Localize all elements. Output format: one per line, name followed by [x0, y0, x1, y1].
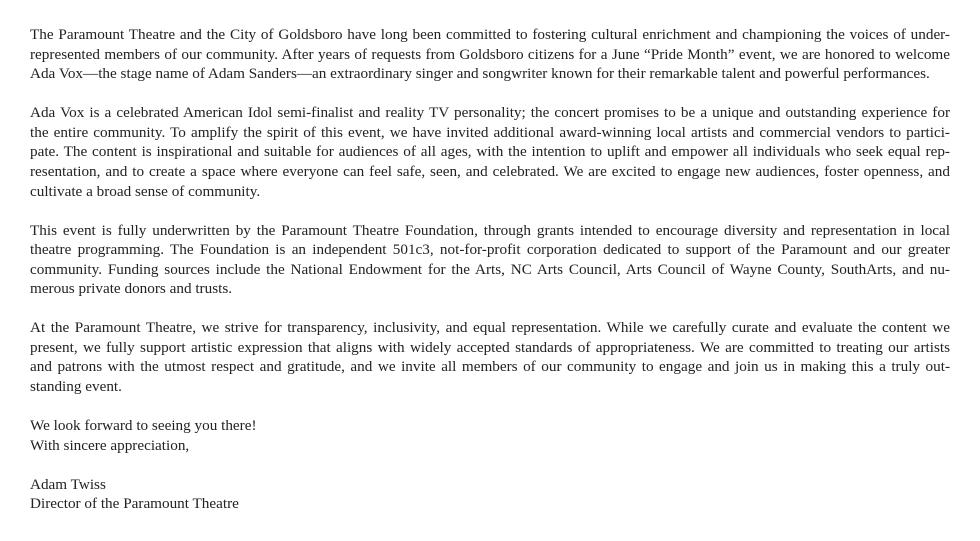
- text-line: the entire community. To amplify the spirit of this event, we have invited additional award-winning local artists and commercial vendors to partici-: [30, 123, 950, 141]
- text-line: At the Paramount Theatre, we strive for transparency, inclusivity, and equal representation. While we carefully curate and evaluate the content we: [30, 319, 950, 337]
- paragraph-transparency: [30, 318, 950, 396]
- paragraph-funding: [30, 221, 950, 299]
- text-line: standing event.: [30, 378, 122, 396]
- letter-body: [30, 25, 950, 514]
- text-line: Ada Vox is a celebrated American Idol semi-finalist and reality TV personality; the concert promises to be a unique and outstanding experience for: [30, 104, 950, 122]
- text-line: The Paramount Theatre and the City of Goldsboro have long been committed to fostering cultural enrichment and championing the voices of under-: [30, 26, 950, 43]
- text-line: community. Funding sources include the National Endowment for the Arts, NC Arts Council, Arts Council of Wayne County, SouthArts, and nu-: [30, 260, 950, 278]
- text-line: resentation, and to create a space where everyone can feel safe, seen, and celebrated. We are excited to engage new audiences, foster openness, and: [30, 162, 950, 180]
- signature-name: Adam Twiss: [30, 475, 106, 493]
- text-line: present, we fully support artistic expression that aligns with widely accepted standards of appropriateness. We are committed to treating our artists: [30, 338, 950, 356]
- text-line: merous private donors and trusts.: [30, 280, 233, 298]
- signature-title: Director of the Paramount Theatre: [30, 495, 239, 513]
- text-line: pate. The content is inspirational and suitable for audiences of all ages, with the intention to uplift and empower all individuals who seek equal rep-: [30, 143, 950, 161]
- signature-block: [30, 475, 950, 514]
- closing-line: We look forward to seeing you there!: [30, 417, 257, 435]
- text-line: cultivate a broad sense of community.: [30, 182, 261, 200]
- text-line: represented members of our community. After years of requests from Goldsboro citizens for a June “Pride Month” event, we are honored to welcome: [30, 45, 950, 63]
- paragraph-ada-vox: [30, 103, 950, 201]
- paragraph-intro: [30, 25, 950, 84]
- text-line: This event is fully underwritten by the Paramount Theatre Foundation, through grants intended to encourage diversity and representation in local: [30, 221, 950, 239]
- closing-salutation: With sincere appreciation,: [30, 436, 190, 454]
- text-line: theatre programming. The Foundation is an independent 501c3, not-for-profit corporation dedicated to support of the Paramount and our greater: [30, 241, 950, 259]
- text-line: Ada Vox—the stage name of Adam Sanders—an extraordinary singer and songwriter known for their remarkable talent and powerful performances.: [30, 65, 930, 83]
- text-line: and patrons with the utmost respect and gratitude, and we invite all members of our community to engage and join us in making this a truly out-: [30, 358, 950, 376]
- closing: [30, 416, 950, 455]
